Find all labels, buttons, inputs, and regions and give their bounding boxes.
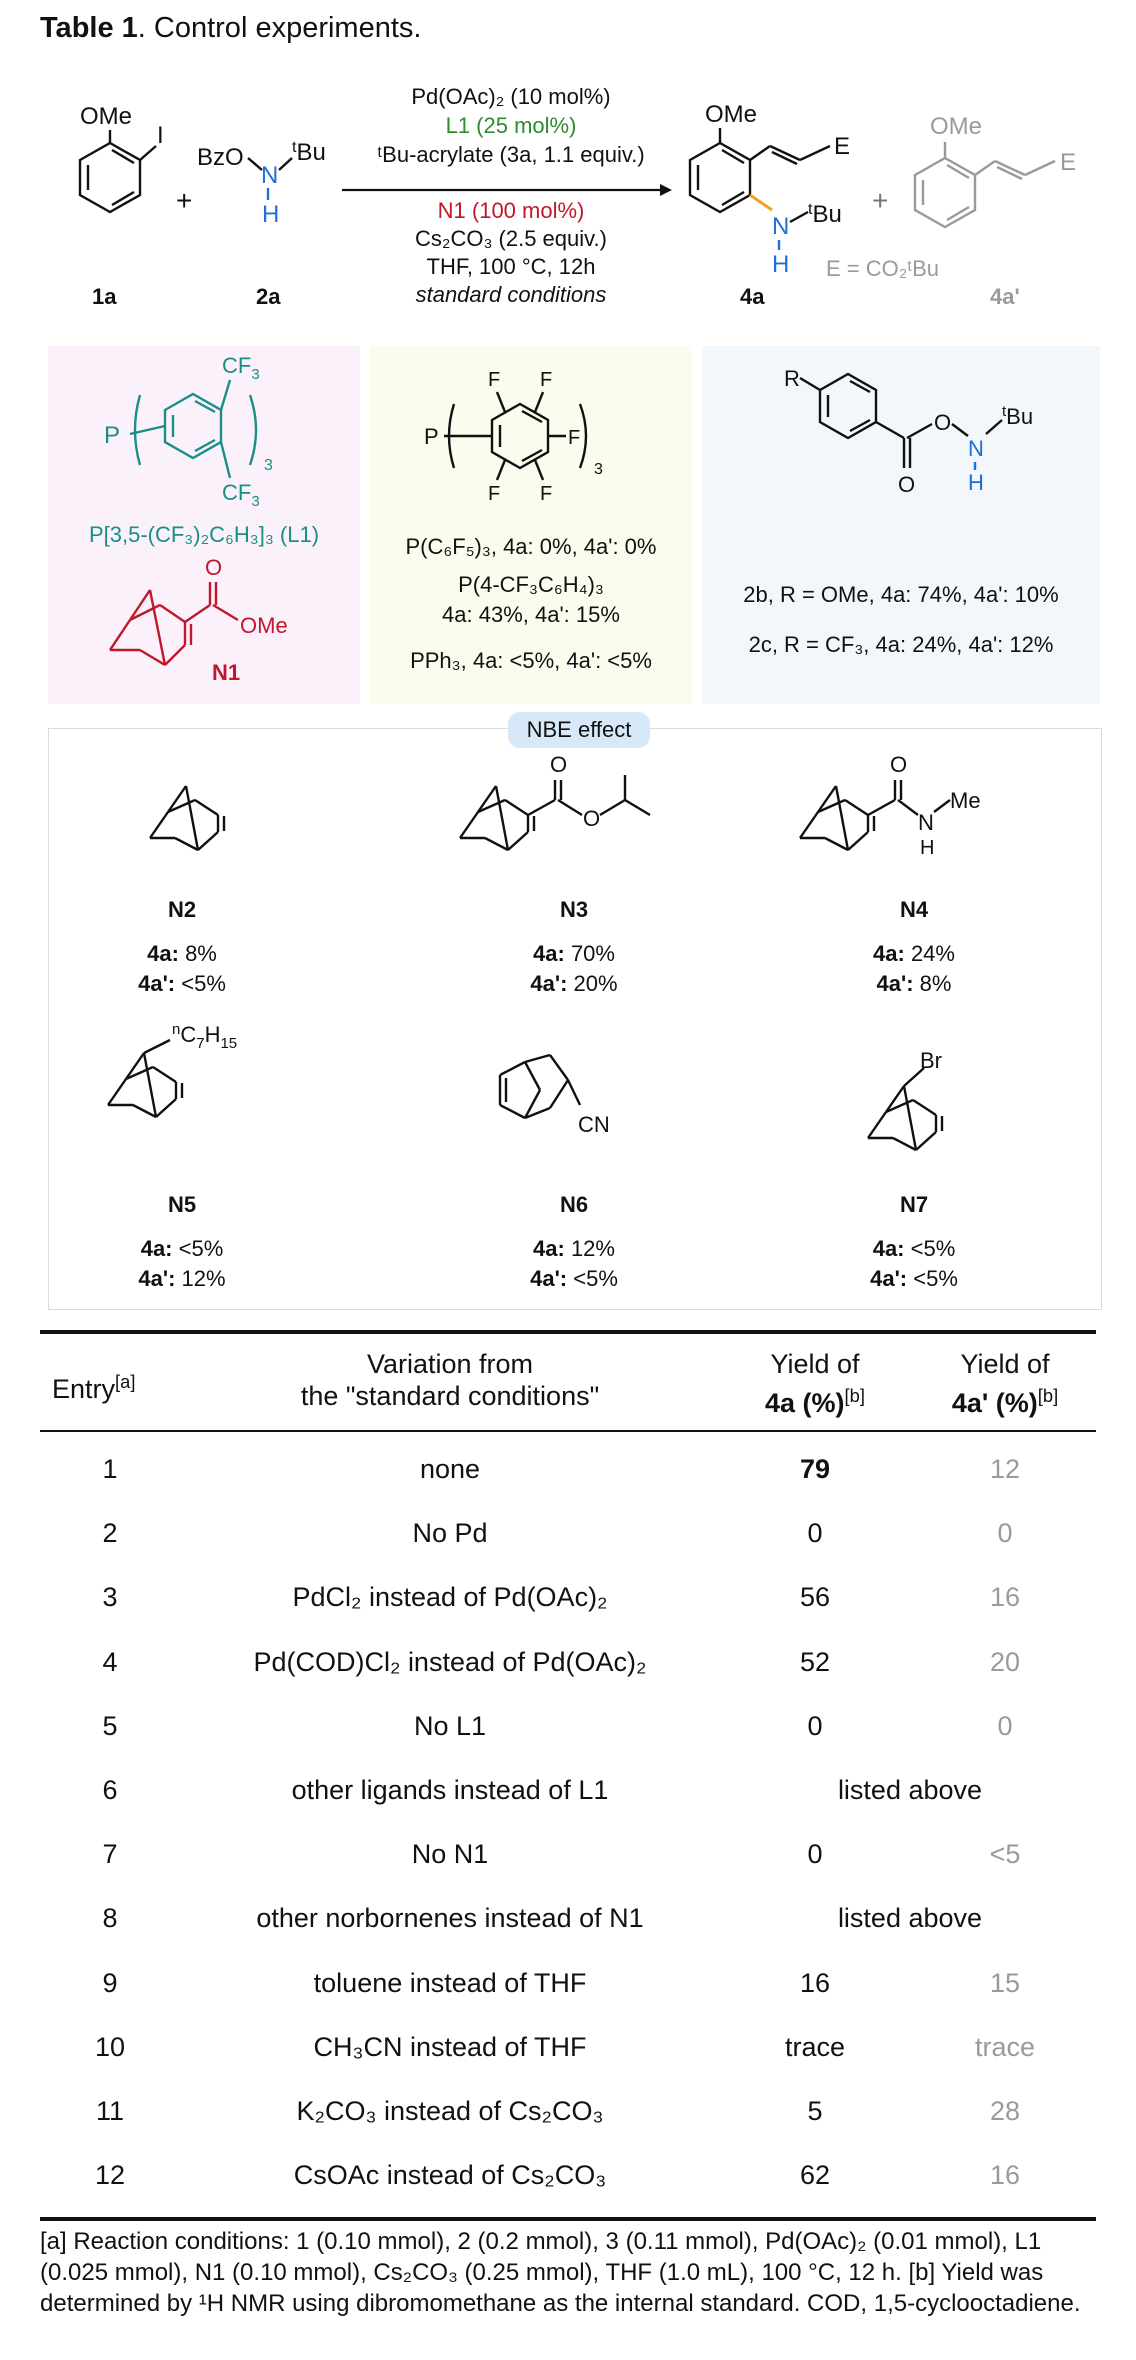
yield-4a-prime-cell: 16 [989,2160,1021,2191]
ligand-result-3: 4a: 43%, 4a': 15% [442,602,620,627]
compound-label-4a: 4a [740,284,765,309]
table-row [0,1889,1136,1953]
yield-4a-cell: 0 [807,1839,823,1870]
nbe-name-label: N7 [899,1192,929,1217]
entry-cell: 2 [102,1518,118,1549]
footnote: [a] Reaction conditions: 1 (0.10 mmol), 2 (0.2 mmol), 3 (0.11 mmol), Pd(OAc)₂ (0.01 mmol), L1 (0.025 mmol), N1 (0.10 mmol), Cs₂CO₃ (0.25 mmol), THF (1.0 mL), 100 °C, 12 h. [b] Yield was determined by ¹H NMR using dibromomethane as the internal standard. COD, 1,5-cyclooctadiene. [40,2228,1081,2317]
entry-cell: 4 [102,1646,118,1677]
header-yield-4a-line1: Yield of [770,1349,860,1379]
yield-4a-prime-cell: trace [974,2031,1036,2062]
n-label-2a: N [261,162,279,189]
yield-4a-prime-cell: 20 [989,1646,1021,1677]
nbe-yield-4a: 4a: <5% [140,1236,224,1261]
nbe-yield-4a-prime-value: 12% [181,1266,226,1291]
br-label-n7: Br [920,1048,942,1073]
h-label-2a: H [262,201,280,228]
table-row [0,1761,1136,1825]
n1-name-label: N1 [212,660,241,685]
nh-label-n4: N [918,810,934,835]
o-label-ester: O [934,410,952,435]
variation-cell: CsOAc instead of Cs₂CO₃ [293,2160,607,2191]
ome-label-n1: OMe [240,613,288,638]
f-label-4: F [488,483,501,505]
f-label-2: F [540,369,553,391]
nbe-yield-4a-prime: 4a': <5% [530,1266,618,1291]
variation-cell: Pd(COD)Cl₂ instead of Pd(OAc)₂ [253,1646,647,1677]
cn-label-n6: CN [578,1112,610,1137]
entry-cell: 9 [102,1967,118,1998]
table-header-rule [40,1430,1096,1432]
yield-merged-cell: listed above [837,1903,983,1934]
entry-cell: 11 [95,2096,125,2126]
yield-4a-prime-cell: 16 [989,1582,1021,1613]
nbe-yield-4a: 4a: 8% [147,941,217,966]
table-row [0,1504,1136,1568]
o-label-carbonyl: O [898,472,916,497]
yield-4a-cell: 79 [799,1454,831,1484]
n-label-4a: N [772,213,790,240]
nbe-name-label: N6 [559,1192,589,1217]
table-bottom-rule [40,2217,1096,2221]
table-row [0,1825,1136,1889]
nbe-yield-4a-value: 24% [910,941,955,966]
nbe-name-label: N5 [167,1192,197,1217]
table-row [0,2018,1136,2082]
yield-4a-cell: 0 [807,1710,823,1741]
tbu-label-reagent: $^t$Bu [1002,403,1034,429]
variation-cell: other ligands instead of L1 [291,1775,609,1805]
h-label-reagent: H [968,470,984,495]
table-top-rule [40,1330,1096,1334]
yield-merged-cell: listed above [837,1775,983,1805]
nbe-yield-4a-prime: 4a': 12% [138,1266,226,1291]
e-label-4a-prime: E [1060,149,1077,176]
variation-cell: No L1 [413,1710,487,1741]
o-label-n4: O [890,752,908,777]
p-label-l1: P [104,422,121,449]
yield-4a-prime-cell: 12 [989,1454,1021,1484]
me-label-n4: Me [950,788,981,813]
nbe-item-n2 [72,895,292,999]
compound-label-2a: 2a [256,284,281,309]
entry-cell: 5 [102,1710,118,1741]
n-label-reagent: N [968,436,984,461]
nbe-yield-4a-value: 70% [570,941,615,966]
f-label-5: F [540,483,553,505]
table-row [0,1568,1136,1632]
table-row [0,2146,1136,2210]
ligand-result-2: P(4-CF₃C₆H₄)₃ [458,572,604,597]
variation-cell: K₂CO₃ instead of Cs₂CO₃ [296,2096,604,2126]
table-row [0,1633,1136,1697]
table-row [0,1440,1136,1504]
nbe-yield-4a-prime: 4a': <5% [870,1266,958,1291]
yield-4a-prime-cell: 0 [997,1518,1013,1549]
o-label-n3-ester: O [583,806,601,831]
condition-line-4: N1 (100 mol%) [437,198,585,223]
nbe-yield-4a-prime-value: 8% [919,971,952,996]
nbe-yield-4a: 4a: <5% [872,1236,956,1261]
entry-cell: 1 [102,1454,118,1484]
ome-label-4a-prime: OMe [930,113,983,140]
ester-definition: E = CO₂ᵗBu [826,256,940,281]
entry-cell: 3 [102,1582,118,1613]
entry-cell: 6 [102,1775,118,1805]
condition-line-6: THF, 100 °C, 12h [426,254,596,279]
header-yield-4a [740,1348,890,1419]
r-label: R [784,366,800,391]
condition-line-2: L1 (25 mol%) [445,113,577,138]
nbe-name-label: N3 [559,897,589,922]
variation-cell: none [419,1454,481,1484]
header-entry [52,1366,182,1405]
nbe-effect-badge: NBE effect [508,712,650,748]
nbe-yield-4a-prime-value: <5% [913,1266,958,1291]
nbe-yield-4a-value: <5% [178,1236,224,1261]
plus-sign-1: + [176,185,193,216]
condition-line-7: standard conditions [415,282,607,307]
header-yield-4a-prime-line1: Yield of [960,1349,1050,1379]
header-variation-line1: Variation from [366,1349,534,1379]
yield-4a-prime-cell: 28 [989,2096,1021,2126]
plus-sign-2: + [872,185,889,216]
yield-4a-prime-cell: 15 [989,1967,1021,1998]
yield-4a-cell: 52 [799,1646,831,1677]
entry-cell: 12 [94,2160,126,2191]
o-label-n1: O [205,555,223,580]
nbe-item-n6 [464,1190,684,1294]
condition-line-1: Pd(OAc)₂ (10 mol%) [411,84,611,109]
nbe-item-n4 [804,895,1024,999]
variation-cell: other norbornenes instead of N1 [256,1903,644,1934]
table-row [0,2082,1136,2146]
subscript-3-pc6f5: 3 [594,461,603,478]
nbe-yield-4a-prime-value: <5% [181,971,226,996]
f-label-1: F [488,369,501,391]
e-label-4a: E [834,133,851,160]
nbe-item-n7 [804,1190,1024,1294]
header-entry-text: Entry [52,1374,116,1404]
table-row [0,1954,1136,2018]
h-label-4a: H [772,251,790,278]
nbe-yield-4a-prime: 4a': 20% [530,971,618,996]
nbe-yield-4a-value: 12% [570,1236,615,1261]
yield-4a-cell: trace [784,2031,846,2062]
variation-cell: CH₃CN instead of THF [313,2031,587,2062]
ome-label-4a: OMe [705,101,758,128]
condition-line-3: ᵗBu-acrylate (3a, 1.1 equiv.) [377,142,645,167]
table-row [0,1697,1136,1761]
nbe-name-label: N4 [899,897,929,922]
nbe-yield-4a: 4a: 70% [533,941,615,966]
header-variation-line2: the "standard conditions" [300,1381,600,1411]
yield-4a-cell: 62 [799,2160,831,2191]
condition-line-5: Cs₂CO₃ (2.5 equiv.) [415,226,607,251]
nbe-yield-4a-prime-value: 20% [573,971,618,996]
nbe-yield-4a-value: <5% [910,1236,956,1261]
variation-cell: No N1 [411,1839,489,1870]
header-yield-4a-prime-line2: 4a' (%) [951,1388,1038,1418]
yield-4a-prime-cell: <5 [989,1839,1021,1870]
cf3-label-l1-top: $CF_3$ [222,353,260,383]
entry-cell: 8 [102,1903,118,1934]
header-variation [220,1348,680,1412]
nbe-yield-4a-prime: 4a': 8% [876,971,952,996]
nbe-yield-4a: 4a: 24% [873,941,955,966]
nbe-item-n3 [464,895,684,999]
header-yield-4a-sup: [b] [844,1385,865,1406]
nbe-yield-4a-value: 8% [185,941,217,966]
o-label-n3-carbonyl: O [550,752,568,777]
l1-name-label: P[3,5-(CF₃)₂C₆H₃]₃ (L1) [88,522,320,547]
yield-4a-cell: 5 [807,2096,823,2126]
yield-4a-cell: 56 [799,1582,831,1613]
nbe-yield-4a-prime: 4a': <5% [138,971,226,996]
variation-cell: PdCl₂ instead of Pd(OAc)₂ [292,1582,608,1613]
yield-4a-prime-cell: 0 [997,1710,1013,1741]
header-yield-4a-line2: 4a (%) [765,1388,845,1418]
bzo-label: BzO [197,144,244,171]
reagent-result-2c: 2c, R = CF₃, 4a: 24%, 4a': 12% [748,632,1054,657]
variation-cell: toluene instead of THF [313,1967,587,1998]
nbe-name-label: N2 [167,897,197,922]
entry-cell: 7 [102,1839,118,1870]
heptyl-label-n5: $^nC_7H_{15}$ [172,1021,238,1052]
nbe-item-n5 [72,1190,292,1294]
table-title-label: Table 1 [40,12,138,44]
subscript-3-l1: 3 [264,457,273,474]
ligand-result-1: P(C₆F₅)₃, 4a: 0%, 4a': 0% [405,534,657,559]
table-title-text: . Control experiments. [137,12,422,44]
compound-label-4a-prime: 4a' [990,284,1020,309]
header-yield-4a-prime [920,1348,1090,1419]
header-entry-sup: [a] [115,1371,136,1392]
cf3-label-l1-bottom: $CF_3$ [222,480,260,510]
p-label-pc6f5: P [424,424,439,449]
compound-label-1a: 1a [92,284,117,309]
h-label-n4: H [920,837,935,859]
reagent-result-2b: 2b, R = OMe, 4a: 74%, 4a': 10% [743,582,1059,607]
tbu-label-2a: $^t$Bu [292,139,326,166]
nbe-yield-4a: 4a: 12% [533,1236,615,1261]
ome-label-1a: OMe [80,103,133,130]
tbu-label-4a: $^t$Bu [808,201,842,228]
header-yield-4a-prime-sup: [b] [1037,1385,1059,1406]
entry-cell: 10 [94,2031,126,2062]
ligand-result-4: PPh₃, 4a: <5%, 4a': <5% [410,648,652,673]
yield-4a-cell: 16 [799,1967,831,1998]
variation-cell: No Pd [412,1518,488,1549]
yield-4a-cell: 0 [807,1518,823,1549]
iodo-label: I [157,122,164,149]
f-label-3: F [568,427,581,449]
nbe-yield-4a-prime-value: <5% [573,1266,618,1291]
